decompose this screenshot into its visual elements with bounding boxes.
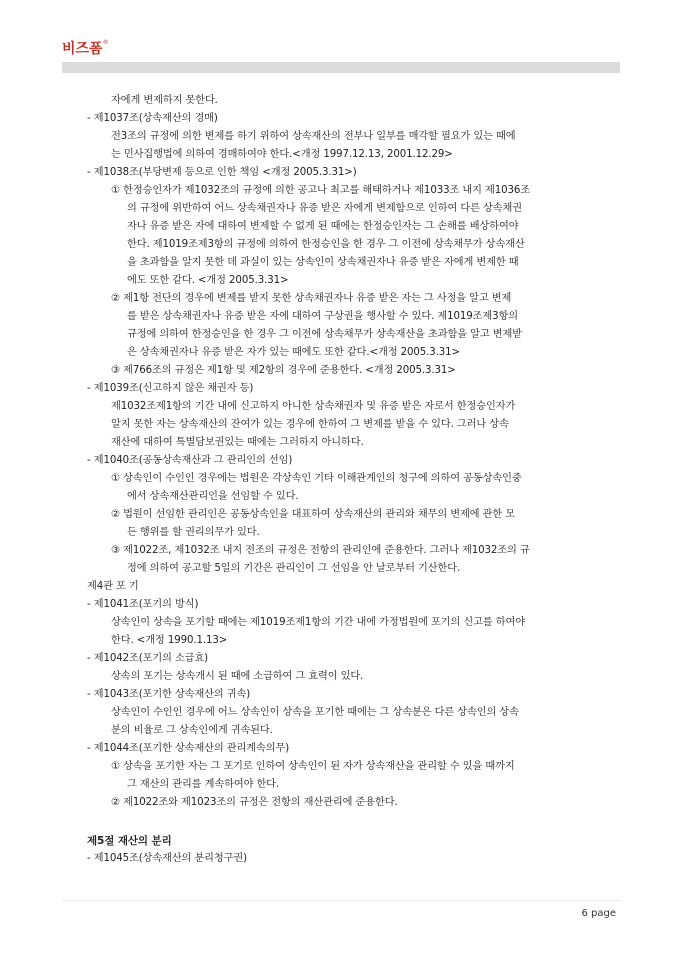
text-line: 한다. 제1019조제3항의 규정에 의하여 한정승인을 한 경우 그 이전에 상속채무가 상속재산: [127, 239, 525, 250]
text-line: 를 받은 상속채권자나 유증 받은 자에 대하여 구상권을 행사할 수 있다. 제1019조제3항의: [127, 311, 519, 322]
text-line: 을 초과함을 알지 못한 데 과실이 있는 상속인이 상속채권자나 유증 받은 자에게 변제한 때: [127, 257, 519, 268]
page-number: 6 page: [581, 908, 616, 919]
text-line: 제4관 포 기: [87, 581, 139, 592]
text-line: 제1032조제1항의 기간 내에 신고하지 아니한 상속채권자 및 유증 받은 자로서 한정승인자가: [111, 401, 516, 412]
text-line: ① 한정승인자가 제1032조의 규정에 의한 공고나 최고를 해태하거나 제1033조 내지 제1036조: [111, 185, 530, 196]
text-line: 자에게 변제하지 못한다.: [111, 95, 218, 106]
text-line: ② 제1항 전단의 경우에 변제를 받지 못한 상속채권자나 유증 받은 자는 그 사정을 알고 변제: [111, 293, 512, 304]
text-line: 한다. <개정 1990.1.13>: [111, 635, 228, 646]
text-line: 은 상속채권자나 유증 받은 자가 있는 때에도 또한 같다.<개정 2005.3.31>: [127, 347, 460, 358]
text-line: ③ 제1022조, 제1032조 내지 전조의 규정은 전항의 관리인에 준용한다. 그러나 제1032조의 규: [111, 545, 530, 556]
text-line: 전3조의 규정에 의한 변제를 하기 위하여 상속재산의 전부나 일부를 매각할 필요가 있는 때에: [111, 131, 516, 142]
text-line: - 제1041조(포기의 방식): [87, 599, 199, 610]
logo-text: 비즈폼: [62, 41, 103, 57]
footer-divider: [62, 900, 620, 901]
text-line: ② 법원이 선임한 관리인은 공동상속인을 대표하여 상속재산의 관리와 채무의 변제에 관한 모: [111, 509, 515, 520]
text-line: 에서 상속재산관리인을 선임할 수 있다.: [127, 491, 299, 502]
text-line: 자나 유증 받은 자에 대하여 변제할 수 없게 된 때에는 한정승인자는 그 손해를 배상하여야: [127, 221, 519, 232]
text-line: - 제1043조(포기한 상속재산의 귀속): [87, 689, 251, 700]
text-line: 재산에 대하여 특별담보권있는 때에는 그러하지 아니하다.: [111, 437, 364, 448]
text-line: - 제1042조(포기의 소급효): [87, 653, 209, 664]
text-line: ① 상속을 포기한 자는 그 포기로 인하여 상속인이 된 자가 상속재산을 관리할 수 있을 때까지: [111, 761, 515, 772]
text-line: 는 민사집행법에 의하여 경매하여야 한다.<개정 1997.12.13, 2001.12.29>: [111, 149, 453, 160]
text-line: 정에 의하여 공고할 5일의 기간은 관리인이 그 선임을 안 날로부터 기산한다.: [127, 563, 461, 574]
text-line: ② 제1022조와 제1023조의 규정은 전항의 재산관리에 준용한다.: [111, 797, 398, 808]
text-line: 의 규정에 위반하여 어느 상속채권자나 유증 받은 자에게 변제함으로 인하여 다른 상속채권: [127, 203, 522, 214]
text-line: - 제1044조(포기한 상속재산의 관리계속의무): [87, 743, 290, 754]
text-line: 그 재산의 관리를 계속하여야 한다.: [127, 779, 280, 790]
text-line: - 제1037조(상속재산의 경매): [87, 113, 218, 124]
text-line: 분의 비율로 그 상속인에게 귀속된다.: [111, 725, 273, 736]
registered-mark: ®: [102, 39, 109, 46]
text-line: 든 행위를 할 권리의무가 있다.: [127, 527, 260, 538]
text-line: ③ 제766조의 규정은 제1항 및 제2항의 경우에 준용한다. <개정 2005.3.31>: [111, 365, 456, 376]
text-line: 상속인이 수인인 경우에 어느 상속인이 상속을 포기한 때에는 그 상속분은 다른 상속인의 상속: [111, 707, 519, 718]
text-line: - 제1040조(공동상속재산과 그 관리인의 선임): [87, 455, 293, 466]
text-line: 상속의 포기는 상속개시 된 때에 소급하여 그 효력이 있다.: [111, 671, 364, 682]
bizform-logo: [62, 38, 109, 58]
text-line: - 제1038조(부당변제 등으로 인한 책임 <개정 2005.3.31>): [87, 167, 357, 178]
text-line: ① 상속인이 수인인 경우에는 법원은 각상속인 기타 이해관계인의 청구에 의하여 공동상속인중: [111, 473, 522, 484]
text-line: 에도 또한 같다. <개정 2005.3.31>: [127, 275, 289, 286]
text-line: 알지 못한 자는 상속재산의 잔여가 있는 경우에 한하여 그 변제를 받을 수 있다. 그러나 상속: [111, 419, 509, 430]
section-heading: 제5절 재산의 분리: [87, 835, 172, 847]
header-bar: [62, 62, 620, 73]
text-line: - 제1045조(상속재산의 분리청구권): [87, 853, 248, 864]
text-line: 규정에 의하여 한정승인을 한 경우 그 이전에 상속채무가 상속재산을 초과함을 알고 변제받: [127, 329, 522, 340]
text-line: - 제1039조(신고하지 않은 채권자 등): [87, 383, 254, 394]
text-line: 상속인이 상속을 포기할 때에는 제1019조제1항의 기간 내에 가정법원에 포기의 신고를 하여야: [111, 617, 525, 628]
